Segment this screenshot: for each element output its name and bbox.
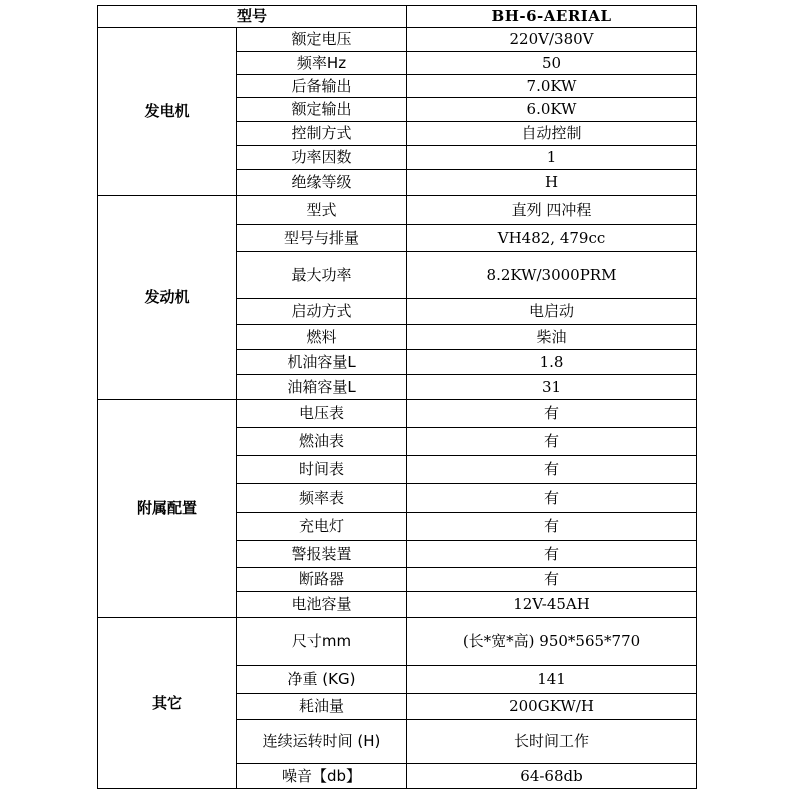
value-cell: 自动控制	[407, 122, 697, 146]
value-cell: H	[407, 170, 697, 196]
table-row	[98, 28, 697, 52]
param-cell: 电池容量	[237, 592, 407, 618]
value-cell: 有	[407, 568, 697, 592]
param-cell: 型式	[237, 196, 407, 225]
value-cell: 220V/380V	[407, 28, 697, 52]
group-engine: 发动机	[98, 196, 237, 400]
value-cell: VH482, 479cc	[407, 225, 697, 252]
param-cell: 净重 (KG)	[237, 666, 407, 694]
model-label: 型号	[98, 6, 407, 28]
param-cell: 耗油量	[237, 694, 407, 720]
param-cell: 后备输出	[237, 75, 407, 98]
value-cell: 31	[407, 375, 697, 400]
param-cell: 频率表	[237, 484, 407, 513]
param-cell: 频率Hz	[237, 52, 407, 75]
value-cell: 直列 四冲程	[407, 196, 697, 225]
value-cell: 7.0KW	[407, 75, 697, 98]
param-cell: 燃油表	[237, 428, 407, 456]
spec-table	[97, 5, 697, 789]
group-other: 其它	[98, 618, 237, 789]
value-cell: (长*宽*高) 950*565*770	[407, 618, 697, 666]
value-cell: 柴油	[407, 325, 697, 350]
model-value: BH-6-AERIAL	[407, 6, 697, 28]
value-cell: 6.0KW	[407, 98, 697, 122]
param-cell: 警报装置	[237, 541, 407, 568]
value-cell: 有	[407, 456, 697, 484]
value-cell: 64-68db	[407, 764, 697, 789]
value-cell: 1	[407, 146, 697, 170]
value-cell: 有	[407, 484, 697, 513]
param-cell: 时间表	[237, 456, 407, 484]
param-cell: 最大功率	[237, 252, 407, 299]
param-cell: 油箱容量L	[237, 375, 407, 400]
param-cell: 断路器	[237, 568, 407, 592]
table-row	[98, 400, 697, 428]
value-cell: 12V-45AH	[407, 592, 697, 618]
value-cell: 1.8	[407, 350, 697, 375]
group-accessories: 附属配置	[98, 400, 237, 618]
param-cell: 控制方式	[237, 122, 407, 146]
table-row	[98, 196, 697, 225]
value-cell: 有	[407, 428, 697, 456]
table-row	[98, 618, 697, 666]
param-cell: 额定输出	[237, 98, 407, 122]
param-cell: 启动方式	[237, 299, 407, 325]
param-cell: 绝缘等级	[237, 170, 407, 196]
param-cell: 机油容量L	[237, 350, 407, 375]
param-cell: 功率因数	[237, 146, 407, 170]
value-cell: 有	[407, 541, 697, 568]
value-cell: 141	[407, 666, 697, 694]
param-cell: 噪音【db】	[237, 764, 407, 789]
value-cell: 长时间工作	[407, 720, 697, 764]
param-cell: 燃料	[237, 325, 407, 350]
value-cell: 电启动	[407, 299, 697, 325]
value-cell: 有	[407, 400, 697, 428]
value-cell: 50	[407, 52, 697, 75]
param-cell: 型号与排量	[237, 225, 407, 252]
group-generator: 发电机	[98, 28, 237, 196]
value-cell: 8.2KW/3000PRM	[407, 252, 697, 299]
value-cell: 有	[407, 513, 697, 541]
param-cell: 额定电压	[237, 28, 407, 52]
param-cell: 充电灯	[237, 513, 407, 541]
value-cell: 200GKW/H	[407, 694, 697, 720]
param-cell: 连续运转时间 (H)	[237, 720, 407, 764]
param-cell: 电压表	[237, 400, 407, 428]
header-row	[98, 6, 697, 28]
param-cell: 尺寸mm	[237, 618, 407, 666]
spec-sheet	[97, 5, 696, 800]
